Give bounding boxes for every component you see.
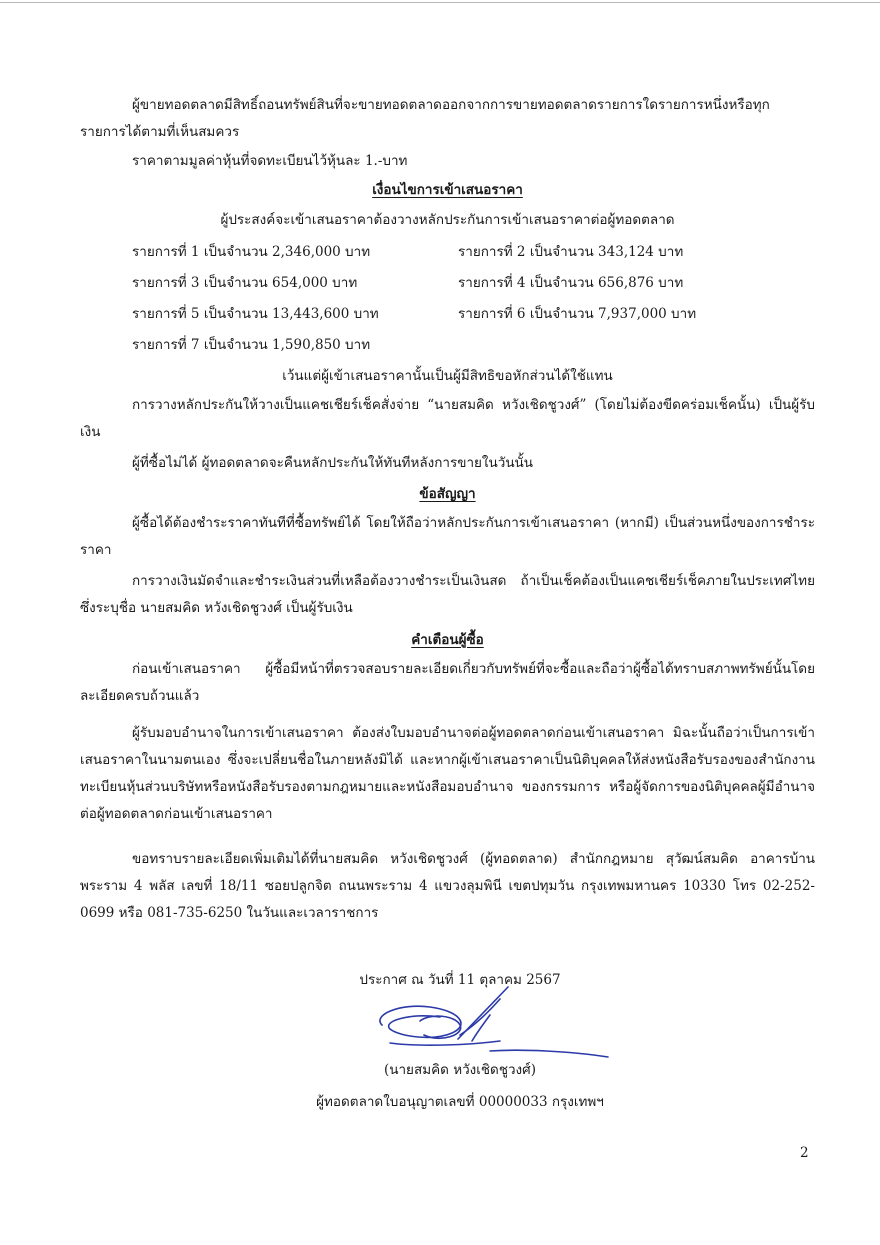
handwritten-signature <box>360 985 620 1067</box>
contact-paragraph: ขอทราบรายละเอียดเพิ่มเติมได้ที่นายสมคิด หวังเชิดชูวงศ์ (ผู้ทอดตลาด) สำนักกฎหมาย สุวัฒน์สมคิด อาคารบ้านพระราม 4 พลัส เลขที่ 18/11 ซอยปลูกจิต ถนนพระราม 4 แขวงลุมพินี เขตปทุมวัน กรุงเทพมหานคร 10330 โทร 02-252-0699 หรือ 081-735-6250 ในวันและเวลาราชการ <box>80 851 815 921</box>
deposit-payment-paragraph: การวางเงินมัดจำและชำระเงินส่วนที่เหลือต้องวางชำระเป็นเงินสด ถ้าเป็นเช็คต้องเป็นแคชเชียร์เช็คภายในประเทศไทย ซึ่งระบุชื่อ นายสมคิด หวังเชิดชูวงศ์ เป็นผู้รับเงิน <box>80 573 815 616</box>
top-rule <box>0 2 880 3</box>
inspection-paragraph: ก่อนเข้าเสนอราคา ผู้ซื้อมีหน้าที่ตรวจสอบรายละเอียดเกี่ยวกับทรัพย์ที่จะซื้อและถือว่าผู้ซื้อได้ทราบสภาพทรัพย์นั้นโดยละเอียดครบถ้วนแล้ว <box>80 661 815 704</box>
cheque-paragraph: การวางหลักประกันให้วางเป็นแคชเชียร์เช็คสั่งจ่าย “นายสมคิด หวังเชิดชูวงศ์” (โดยไม่ต้องขีดคร่อมเช็คนั้น) เป็นผู้รับเงิน <box>80 397 815 440</box>
bidding-deposit-intro: ผู้ประสงค์จะเข้าเสนอราคาต้องวางหลักประกันการเข้าเสนอราคาต่อผู้ทอดตลาด <box>220 212 675 228</box>
buyer-warning-heading: คำเตือนผู้ซื้อ <box>411 632 484 648</box>
deposit-item-5: รายการที่ 5 เป็นจำนวน 13,443,600 บาท <box>132 306 379 322</box>
refund-paragraph: ผู้ที่ซื้อไม่ได้ ผู้ทอดตลาดจะคืนหลักประกันให้ทันทีหลังการขายในวันนั้น <box>132 455 534 471</box>
proxy-paragraph: ผู้รับมอบอำนาจในการเข้าเสนอราคา ต้องส่งใบมอบอำนาจต่อผู้ทอดตลาดก่อนเข้าเสนอราคา มิฉะนั้นถือว่าเป็นการเข้าเสนอราคาในนามตนเอง ซึ่งจะเปลี่ยนชื่อในภายหลังมิได้ และหากผู้เข้าเสนอราคาเป็นนิติบุคคลให้ส่งหนังสือรับรองของสำนักงานทะเบียนหุ้นส่วนบริษัทหรือหนังสือรับรองตามกฎหมายและหนังสือมอบอำนาจ ของกรรมการ หรือผู้จัดการของนิติบุคคลผู้มีอำนาจต่อผู้ทอดตลาดก่อนเข้าเสนอราคา <box>80 725 815 822</box>
signer-name: (นายสมคิด หวังเชิดชูวงศ์) <box>383 1062 536 1078</box>
payment-paragraph: ผู้ซื้อได้ต้องชำระราคาทันทีที่ซื้อทรัพย์ได้ โดยให้ถือว่าหลักประกันการเข้าเสนอราคา (หากมี) เป็นส่วนหนึ่งของการชำระราคา <box>80 515 815 558</box>
page-number: 2 <box>800 1145 809 1161</box>
agreement-heading: ข้อสัญญา <box>419 486 476 502</box>
deposit-item-1: รายการที่ 1 เป็นจำนวน 2,346,000 บาท <box>132 244 371 260</box>
deposit-item-4: รายการที่ 4 เป็นจำนวน 656,876 บาท <box>458 275 684 291</box>
deposit-item-2: รายการที่ 2 เป็นจำนวน 343,124 บาท <box>458 244 684 260</box>
withdrawal-paragraph: ผู้ขายทอดตลาดมีสิทธิ์ถอนทรัพย์สินที่จะขายทอดตลาดออกจากการขายทอดตลาดรายการใดรายการหนึ่งหรือทุกรายการได้ตามที่เห็นสมควร <box>80 97 770 140</box>
deposit-exception: เว้นแต่ผู้เข้าเสนอราคานั้นเป็นผู้มีสิทธิขอหักส่วนได้ใช้แทน <box>282 368 613 384</box>
bidding-conditions-heading: เงื่อนไขการเข้าเสนอราคา <box>372 182 523 198</box>
deposit-item-3: รายการที่ 3 เป็นจำนวน 654,000 บาท <box>132 275 358 291</box>
deposit-item-7: รายการที่ 7 เป็นจำนวน 1,590,850 บาท <box>132 337 371 353</box>
deposit-item-6: รายการที่ 6 เป็นจำนวน 7,937,000 บาท <box>458 306 697 322</box>
auctioneer-license: ผู้ทอดตลาดใบอนุญาตเลขที่ 00000033 กรุงเทพฯ <box>316 1094 604 1110</box>
announcement-date: ประกาศ ณ วันที่ 11 ตุลาคม 2567 <box>359 972 561 988</box>
par-value-paragraph: ราคาตามมูลค่าหุ้นที่จดทะเบียนไว้หุ้นละ 1.-บาท <box>132 153 408 169</box>
